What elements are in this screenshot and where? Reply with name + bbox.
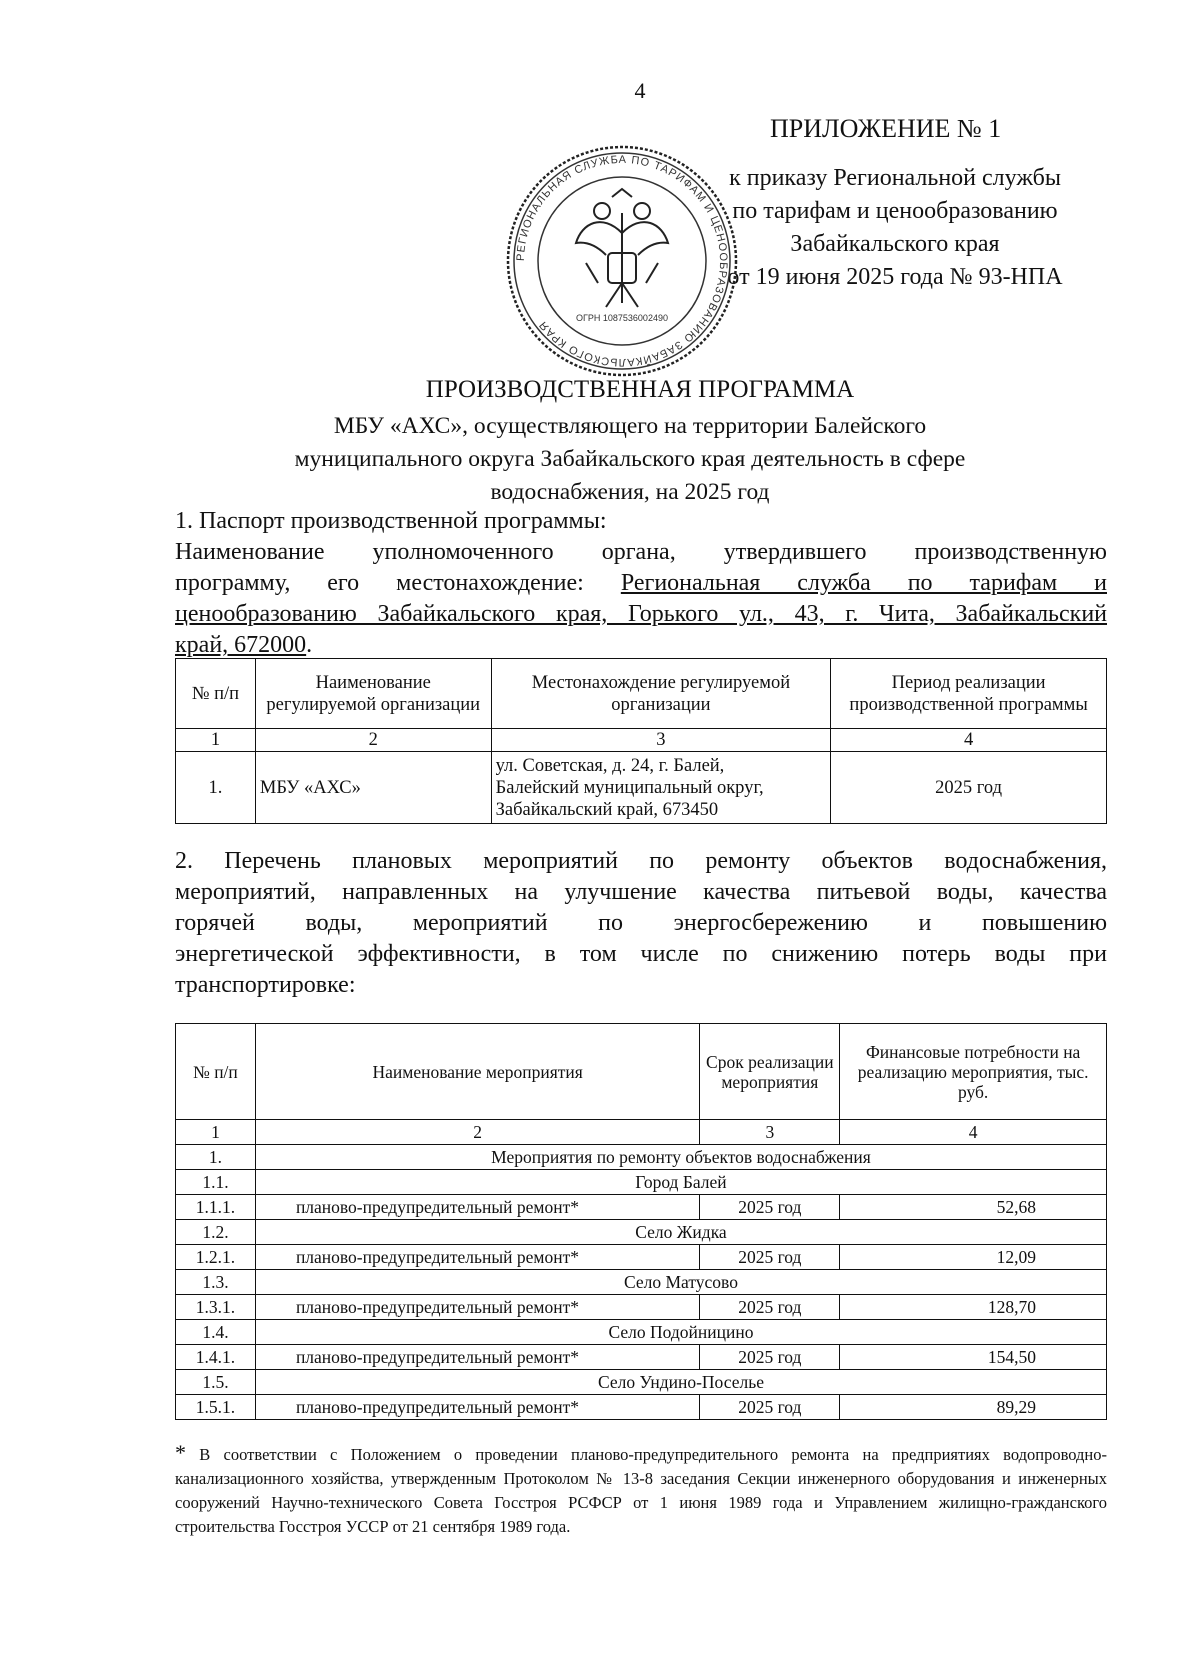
authority-address-end: край, 672000 (175, 632, 307, 658)
column-number: 1 (176, 1120, 256, 1145)
table-header-cell: Местонахождение регулируемой организации (491, 659, 831, 729)
measures-table (175, 1023, 1107, 1420)
section-1-line (175, 568, 1107, 599)
program-subtitle-line: водоснабжения, на 2025 год (490, 479, 770, 505)
appendix-line: от 19 июня 2025 года № 93-НПА (727, 264, 1063, 290)
table-header-row (176, 659, 1107, 729)
measure-term: 2025 год (700, 1195, 840, 1220)
table-row (176, 1345, 1107, 1370)
authority-name-underlined: Региональная служба по тарифам и (620, 570, 1107, 596)
group-row (176, 1145, 1107, 1170)
subsection-title: Село Подойницино (255, 1320, 1106, 1345)
subsection-title: Город Балей (255, 1170, 1106, 1195)
appendix-line: к приказу Региональной службы (729, 165, 1061, 191)
footnote-star: * (175, 1440, 186, 1465)
organization-table (175, 658, 1107, 824)
row-number: 1.1. (176, 1170, 256, 1195)
group-title: Мероприятия по ремонту объектов водоснабжения (255, 1145, 1106, 1170)
table-header-cell: № п/п (176, 659, 256, 729)
program-period: 2025 год (831, 752, 1107, 824)
column-number: 3 (700, 1120, 840, 1145)
row-number: 1. (176, 752, 256, 824)
row-number: 1.3. (176, 1270, 256, 1295)
measure-term: 2025 год (700, 1395, 840, 1420)
address-line: Забайкальский край, 673450 (495, 799, 719, 820)
address-line: ул. Советская, д. 24, г. Балей, (495, 755, 725, 776)
measure-amount: 154,50 (840, 1345, 1107, 1370)
table-header-cell: Период реализации производственной программы (831, 659, 1107, 729)
subsection-row (176, 1220, 1107, 1245)
measure-name: планово-предупредительный ремонт* (255, 1395, 699, 1420)
appendix-reference (690, 162, 1100, 294)
section-2-line: транспортировке: (175, 972, 356, 998)
measure-term: 2025 год (700, 1245, 840, 1270)
row-number: 1.2.1. (176, 1245, 256, 1270)
subsection-title: Село Жидка (255, 1220, 1106, 1245)
table-row (176, 1245, 1107, 1270)
table-column-number-row (176, 729, 1107, 752)
row-number: 1.4.1. (176, 1345, 256, 1370)
seal-inner-text: ОГРН 1087536002490 (576, 313, 668, 323)
appendix-line: Забайкальского края (790, 231, 1000, 257)
organization-name: МБУ «АХС» (255, 752, 491, 824)
table-header-cell: Наименование мероприятия (255, 1024, 699, 1120)
row-number: 1.2. (176, 1220, 256, 1245)
seal-outer-text: РЕГИОНАЛЬНАЯ СЛУЖБА ПО ТАРИФАМ И ЦЕНООБРАЗОВАНИЮ ЗАБАЙКАЛЬСКОГО КРАЯ (514, 153, 730, 369)
section-2-line: энергетической эффективности, в том числе по снижению потерь воды при (175, 941, 1107, 967)
measure-amount: 12,09 (840, 1245, 1107, 1270)
measure-name: планово-предупредительный ремонт* (255, 1345, 699, 1370)
section-2-line: 2. Перечень плановых мероприятий по ремонту объектов водоснабжения, (175, 848, 1107, 874)
measure-name: планово-предупредительный ремонт* (255, 1295, 699, 1320)
section-2-measures (175, 846, 1107, 1001)
measure-term: 2025 год (700, 1295, 840, 1320)
section-1-line-prefix: программу, его местонахождение: (175, 570, 584, 596)
section-2-line: мероприятий, направленных на улучшение качества питьевой воды, качества (175, 879, 1107, 905)
section-1-heading: 1. Паспорт производственной программы: (175, 508, 607, 534)
column-number: 1 (176, 729, 256, 752)
column-number: 2 (255, 729, 491, 752)
measure-term: 2025 год (700, 1345, 840, 1370)
column-number: 2 (255, 1120, 699, 1145)
subsection-row (176, 1270, 1107, 1295)
authority-address-underlined: ценообразованию Забайкальского края, Горького ул., 43, г. Чита, Забайкальский (175, 601, 1107, 627)
row-number: 1.4. (176, 1320, 256, 1345)
appendix-line: по тарифам и ценообразованию (732, 198, 1058, 224)
section-2-line: горячей воды, мероприятий по энергосбережению и повышению (175, 910, 1107, 936)
table-header-cell: Наименование регулируемой организации (255, 659, 491, 729)
subsection-row (176, 1370, 1107, 1395)
table-header-cell: Срок реализации мероприятия (700, 1024, 840, 1120)
column-number: 3 (491, 729, 831, 752)
section-1-line (175, 630, 1107, 661)
measure-name: планово-предупредительный ремонт* (255, 1195, 699, 1220)
section-1-passport (175, 506, 1107, 661)
table-header-row (176, 1024, 1107, 1120)
measure-name: планово-предупредительный ремонт* (255, 1245, 699, 1270)
column-number: 4 (831, 729, 1107, 752)
program-subtitle-line: муниципального округа Забайкальского края деятельность в сфере (294, 446, 966, 472)
subsection-row (176, 1170, 1107, 1195)
page-number: 4 (634, 78, 646, 103)
row-number: 1. (176, 1145, 256, 1170)
eagle-emblem-icon (576, 189, 668, 307)
table-row (176, 1395, 1107, 1420)
measure-amount: 52,68 (840, 1195, 1107, 1220)
footnote-text: В соответствии с Положением о проведении планово-предупредительного ремонта на предприятиях водопроводно-канализационного хозяйства, утвержденным Протоколом № 13-8 заседания Секции инженерного оборудования и инженерных сооружений Научно-технического Совета Госстроя РСФСР от 1 июня 1989 года и Управлением жилищно-гражданского строительства Госстроя УССР от 21 сентября 1989 года. (175, 1445, 1108, 1536)
address-line: Балейский муниципальный округ, (495, 777, 764, 798)
official-seal-stamp (502, 143, 742, 379)
program-subtitle (230, 410, 1030, 509)
section-1-line: Наименование уполномоченного органа, утвердившего производственную (175, 539, 1107, 565)
measure-amount: 128,70 (840, 1295, 1107, 1320)
appendix-title: ПРИЛОЖЕНИЕ № 1 (770, 114, 1002, 143)
table-row (176, 752, 1107, 824)
row-number: 1.1.1. (176, 1195, 256, 1220)
program-title: ПРОИЗВОДСТВЕННАЯ ПРОГРАММА (425, 376, 855, 403)
subsection-row (176, 1320, 1107, 1345)
table-header-cell: № п/п (176, 1024, 256, 1120)
measure-amount: 89,29 (840, 1395, 1107, 1420)
row-number: 1.5.1. (176, 1395, 256, 1420)
period-mark: . (306, 632, 313, 658)
table-row (176, 1195, 1107, 1220)
table-column-number-row (176, 1120, 1107, 1145)
column-number: 4 (840, 1120, 1107, 1145)
subsection-title: Село Матусово (255, 1270, 1106, 1295)
footnote (175, 1441, 1107, 1539)
table-header-cell: Финансовые потребности на реализацию мероприятия, тыс. руб. (840, 1024, 1107, 1120)
row-number: 1.3.1. (176, 1295, 256, 1320)
table-row (176, 1295, 1107, 1320)
program-subtitle-line: МБУ «АХС», осуществляющего на территории Балейского (333, 413, 927, 439)
organization-address (491, 752, 831, 824)
row-number: 1.5. (176, 1370, 256, 1395)
subsection-title: Село Ундино-Поселье (255, 1370, 1106, 1395)
